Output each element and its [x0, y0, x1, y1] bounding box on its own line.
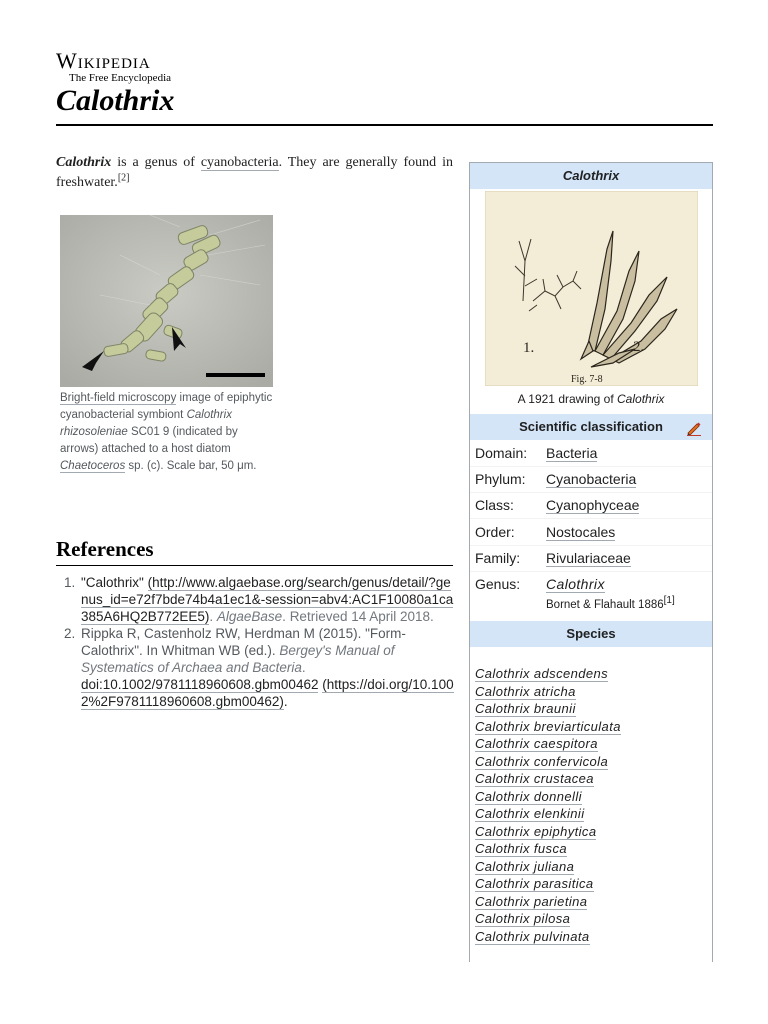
- caption-text: SC01 9 (indicated by arrows) attached to a host diatom: [60, 426, 238, 455]
- taxon-link-bacteria[interactable]: Bacteria: [546, 445, 598, 461]
- reference-retrieved: Retrieved 14 April 2018.: [289, 609, 434, 624]
- drawing-fig-label: Fig. 7-8: [571, 374, 603, 385]
- caption-species: Calothrix rhizosoleniae: [60, 409, 232, 438]
- reference-title: "Calothrix": [81, 575, 144, 590]
- wikipedia-logo[interactable]: [56, 50, 196, 84]
- taxon-row-domain: [470, 441, 712, 467]
- caption-text: sp. (c). Scale bar, 50 μm.: [125, 460, 257, 472]
- scale-bar: [206, 373, 265, 377]
- taxon-rank: Order:: [475, 524, 515, 540]
- taxon-link-calothrix[interactable]: Calothrix: [546, 576, 605, 592]
- title-divider: [56, 124, 713, 126]
- citation-2-link[interactable]: [2]: [117, 172, 130, 184]
- species-item[interactable]: Calothrix crustacea: [475, 771, 594, 786]
- species-item[interactable]: Calothrix epiphytica: [475, 823, 597, 839]
- taxon-row-phylum: [470, 467, 712, 493]
- lead-paragraph: [56, 153, 453, 193]
- reference-number: 1.: [64, 575, 76, 590]
- taxobox-title: Calothrix: [470, 163, 712, 189]
- drawing-label-2: 2.: [633, 339, 645, 355]
- species-item[interactable]: Calothrix confervicola: [475, 753, 609, 769]
- bright-field-microscopy-link[interactable]: Bright-field microscopy: [60, 392, 177, 404]
- drawing-caption-italic: Calothrix: [617, 392, 665, 406]
- taxon-link-cyanophyceae[interactable]: Cyanophyceae: [546, 497, 640, 513]
- algaebase-link[interactable]: (http://www.algaebase.org/search/genus/detail/?genus_id=e72f7bde74b4a1ec1&-session=abv4:AC1F10080a1ca385A6HQ2B772EE5): [81, 575, 454, 624]
- genus-authority: [546, 595, 675, 611]
- reference-item: 2. Rippka R, Castenholz RW, Herdman M (2015). "Form-Calothrix". In Whitman WB (ed.). Bergey's Manual of Systematics of Archaea and Bacteria. doi:10.1002/9781118960608.gbm00462 (https://doi.org/10.1002%2F9781118960608.gbm00462).: [64, 626, 454, 709]
- species-item[interactable]: Calothrix braunii: [475, 701, 576, 716]
- drawing-caption-text: A 1921 drawing of: [517, 392, 618, 406]
- references-list: [64, 574, 456, 710]
- species-item[interactable]: Calothrix parasitica: [475, 876, 594, 891]
- doi-url-link[interactable]: (https://doi.org/10.1002%2F9781118960608.gbm00462): [81, 677, 454, 709]
- taxon-row-family: [470, 546, 712, 572]
- taxon-rank: Family:: [475, 550, 521, 566]
- species-heading: Species: [470, 621, 712, 647]
- logo-wordmark: Wikipedia: [56, 48, 151, 73]
- species-item[interactable]: Calothrix caespitora: [475, 736, 598, 751]
- references-divider: [56, 565, 453, 566]
- taxon-rank: Phylum:: [475, 471, 526, 487]
- species-item[interactable]: Calothrix pilosa: [475, 911, 571, 926]
- authority-text: Bornet & Flahault 1886: [546, 599, 664, 611]
- reference-book: Bergey's Manual of Systematics of Archaea and Bacteria: [81, 643, 395, 675]
- species-item[interactable]: Calothrix breviarticulata: [475, 718, 621, 734]
- taxon-link-cyanobacteria[interactable]: Cyanobacteria: [546, 471, 637, 487]
- taxon-rank: Genus:: [475, 576, 521, 592]
- species-item[interactable]: Calothrix parietina: [475, 893, 588, 909]
- lead-term: Calothrix: [56, 155, 112, 170]
- microscopy-figure: [60, 215, 273, 475]
- taxon-row-genus: [470, 572, 712, 598]
- species-item[interactable]: Calothrix donnelli: [475, 788, 582, 804]
- scientific-classification-heading: [470, 414, 712, 440]
- scientific-classification-label: Scientific classification: [519, 419, 663, 434]
- taxon-row-class: [470, 493, 712, 519]
- reference-item: 1. "Calothrix" (http://www.algaebase.org/search/genus/detail/?genus_id=e72f7bde74b4a1ec1&-session=abv4:AC1F10080a1ca385A6HQ2B772EE5). AlgaeBase. Retrieved 14 April 2018.: [64, 575, 454, 624]
- chaetoceros-link[interactable]: Chaetoceros: [60, 460, 126, 472]
- citation-1-link[interactable]: [1]: [663, 595, 675, 607]
- species-list: [475, 665, 621, 945]
- species-item[interactable]: Calothrix fusca: [475, 841, 567, 856]
- calothrix-drawing[interactable]: [485, 191, 698, 386]
- taxon-link-nostocales[interactable]: Nostocales: [546, 524, 616, 540]
- cyanobacteria-link[interactable]: cyanobacteria: [200, 155, 279, 170]
- taxon-row-order: [470, 520, 712, 546]
- doi-link[interactable]: doi:10.1002/9781118960608.gbm00462: [81, 677, 319, 692]
- species-item[interactable]: Calothrix adscendens: [475, 666, 609, 681]
- references-heading: References: [56, 537, 154, 561]
- edit-pencil-icon[interactable]: [686, 420, 702, 436]
- taxobox: [469, 162, 713, 962]
- caption-text: image of epiphytic cyanobacterial symbiont: [60, 392, 273, 421]
- logo-tagline: The Free Encyclopedia: [69, 72, 172, 84]
- drawing-label-1: 1.: [523, 340, 535, 356]
- figure-caption: [60, 390, 273, 475]
- lead-text: . They are generally found in freshwater.: [56, 155, 453, 190]
- taxon-link-rivulariaceae[interactable]: Rivulariaceae: [546, 550, 631, 566]
- reference-number: 2.: [64, 626, 76, 641]
- taxon-rank: Class:: [475, 497, 514, 513]
- species-item[interactable]: Calothrix elenkinii: [475, 806, 585, 821]
- species-item[interactable]: Calothrix atricha: [475, 683, 576, 699]
- reference-text: Rippka R, Castenholz RW, Herdman M (2015). "Form-Calothrix". In Whitman WB (ed.).: [81, 626, 406, 658]
- species-item[interactable]: Calothrix pulvinata: [475, 928, 590, 944]
- drawing-caption: [470, 392, 712, 406]
- microscopy-image[interactable]: [60, 215, 273, 387]
- page-title: Calothrix: [56, 84, 175, 117]
- taxon-rank: Domain:: [475, 445, 528, 461]
- lead-text: is a genus of: [111, 155, 201, 170]
- species-item[interactable]: Calothrix juliana: [475, 858, 575, 874]
- reference-source: AlgaeBase: [216, 609, 283, 624]
